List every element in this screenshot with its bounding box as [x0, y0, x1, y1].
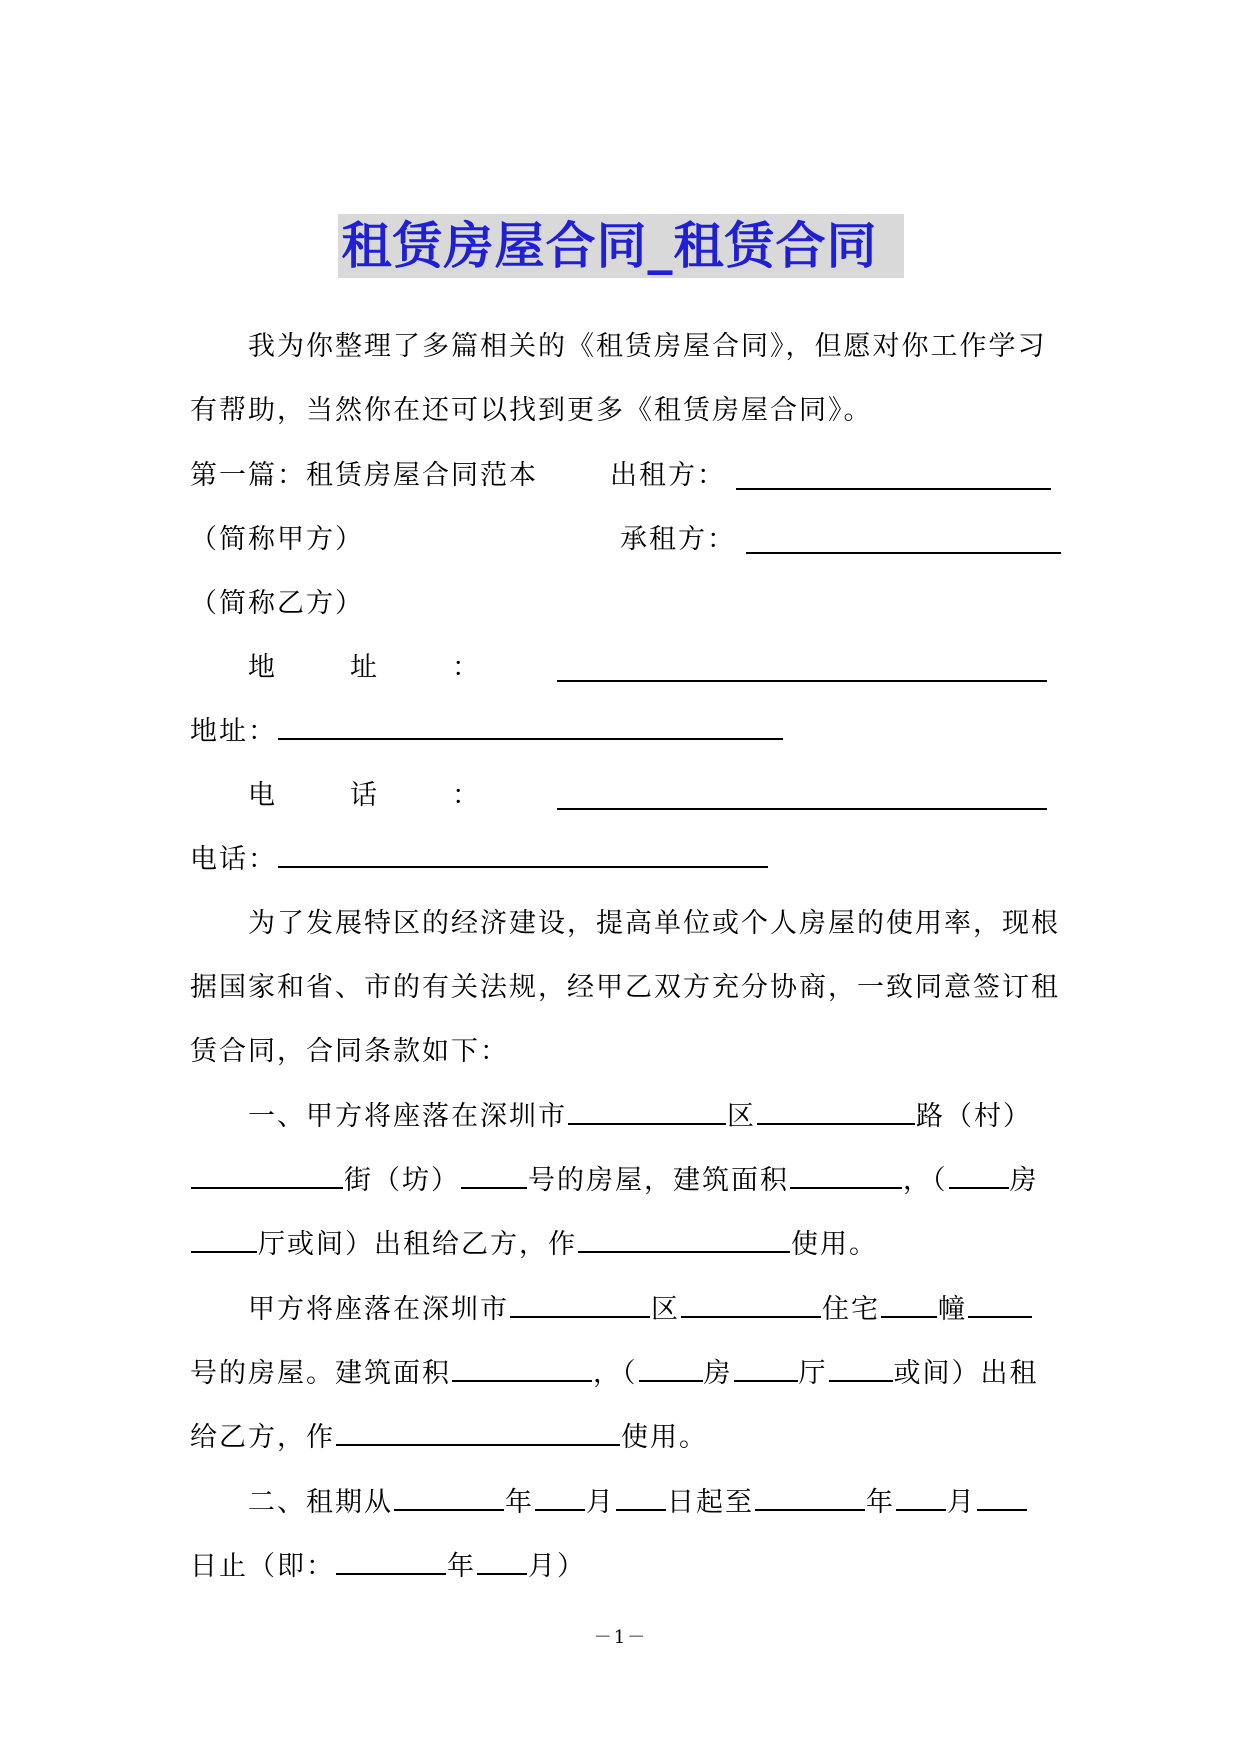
tel-char-1: 电	[248, 780, 277, 811]
start-year-blank	[394, 1485, 504, 1511]
clause1b-c2: 使用。	[621, 1422, 708, 1453]
lessor-address-blank	[557, 656, 1047, 682]
clause1-a3: 路（村）	[916, 1101, 1032, 1132]
clause1b-b4: 厅	[798, 1358, 828, 1389]
addr-colon: ：	[452, 652, 481, 683]
clause1b-b3: 房	[703, 1358, 733, 1389]
clause1b-c1: 给乙方，作	[190, 1422, 335, 1453]
house-number-blank	[461, 1163, 527, 1189]
clause1b-b2: ，（	[593, 1358, 638, 1389]
document-title: 租赁房屋合同_租赁合同	[338, 214, 904, 278]
end-day-blank	[977, 1485, 1027, 1511]
clause2-b1: 日止（即：	[190, 1551, 335, 1582]
tel-colon: ：	[452, 780, 481, 811]
lessor-tel-blank	[557, 784, 1047, 810]
duration-year-blank	[336, 1549, 446, 1575]
preamble-line-1: 为了发展特区的经济建设，提高单位或个人房屋的使用率，现根	[248, 908, 1060, 939]
tel-char-2: 话	[350, 780, 379, 811]
clause1-a2: 区	[727, 1101, 756, 1132]
tel-row-b	[190, 840, 1060, 880]
addr-char-2: 址	[350, 652, 379, 683]
clause2-line-1	[248, 1483, 1060, 1523]
clause1-b1: 街（坊）	[344, 1165, 460, 1196]
preamble-line-3: 赁合同，合同条款如下：	[190, 1036, 509, 1067]
lessee-note: （简称乙方）	[190, 588, 364, 619]
clause1b-a4: 幢	[938, 1294, 967, 1325]
clause2-a3: 月	[586, 1487, 615, 1518]
clause1-c2: 使用。	[791, 1229, 878, 1260]
city-district-blank	[568, 1099, 726, 1125]
intro-line-1: 我为你整理了多篇相关的《租赁房屋合同》，但愿对你工作学习	[248, 331, 1047, 362]
city2-blank	[510, 1292, 650, 1318]
addr-label-b: 地址：	[190, 716, 277, 747]
section-label: 第一篇：租赁房屋合同范本	[190, 460, 538, 491]
clause2-a6: 月	[947, 1487, 976, 1518]
clause1b-line-3	[190, 1418, 1060, 1458]
lessor-blank	[736, 464, 1051, 490]
clause1b-a2: 区	[651, 1294, 680, 1325]
end-year-blank	[755, 1485, 865, 1511]
start-month-blank	[535, 1485, 585, 1511]
clause2-b3: 月）	[528, 1551, 586, 1582]
clause1b-line-1	[248, 1290, 1060, 1330]
clause2-b2: 年	[447, 1551, 476, 1582]
clause2-a5: 年	[866, 1487, 895, 1518]
clause1-b4: 房	[1009, 1165, 1039, 1196]
halls2-blank	[734, 1356, 798, 1382]
clause2-a4: 日起至	[667, 1487, 754, 1518]
lessee-blank	[746, 528, 1061, 554]
end-month-blank	[896, 1485, 946, 1511]
clause1b-line-2	[190, 1354, 1060, 1394]
address-row-b	[190, 712, 1060, 752]
clause1-a1: 一、甲方将座落在深圳市	[248, 1101, 567, 1132]
preamble-line-2: 据国家和省、市的有关法规，经甲乙双方充分协商，一致同意签订租	[190, 972, 1060, 1003]
clause1-b3: ，（	[903, 1165, 948, 1196]
clause1-c1: 厅或间）出租给乙方，作	[258, 1229, 577, 1260]
intro-line-2: 有帮助，当然你在还可以找到更多《租赁房屋合同》。	[190, 395, 873, 426]
clause1b-a1: 甲方将座落在深圳市	[248, 1294, 509, 1325]
building-blank	[968, 1292, 1032, 1318]
duration-month-blank	[477, 1549, 527, 1575]
clause1-b2: 号的房屋，建筑面积	[528, 1165, 789, 1196]
lessor-label: 出租方：	[610, 460, 726, 491]
rooms2-blank	[639, 1356, 703, 1382]
road-blank	[757, 1099, 915, 1125]
clause1-line-2	[190, 1161, 1060, 1201]
lessee-address-blank	[278, 714, 783, 740]
usage2-blank	[336, 1420, 620, 1446]
area-blank	[790, 1163, 902, 1189]
parties-row-1	[190, 456, 1060, 496]
start-day-blank	[616, 1485, 666, 1511]
tel-label-b: 电话：	[190, 844, 277, 875]
clause1-line-3	[190, 1225, 1060, 1265]
area2-blank	[452, 1356, 592, 1382]
parties-row-2	[190, 520, 1060, 560]
page-number: －1－	[593, 1627, 648, 1648]
addr-char-1: 地	[248, 652, 277, 683]
street-blank	[191, 1163, 343, 1189]
clause2-line-2	[190, 1547, 1060, 1587]
halls-blank	[191, 1227, 257, 1253]
usage-blank	[578, 1227, 790, 1253]
clause1-line-1	[248, 1097, 1060, 1137]
clause1b-b1: 号的房屋。建筑面积	[190, 1358, 451, 1389]
clause1b-a3: 住宅	[822, 1294, 880, 1325]
clause2-a1: 二、租期从	[248, 1487, 393, 1518]
residence-blank	[881, 1292, 937, 1318]
lessee-label: 承租方：	[620, 524, 736, 555]
title-wrap	[0, 214, 1241, 278]
lessor-note: （简称甲方）	[190, 524, 364, 555]
rooms-blank	[949, 1163, 1009, 1189]
clause2-a2: 年	[505, 1487, 534, 1518]
district2-blank	[681, 1292, 821, 1318]
units2-blank	[829, 1356, 893, 1382]
lessee-tel-blank	[278, 842, 768, 868]
clause1b-b5: 或间）出租	[893, 1358, 1039, 1389]
